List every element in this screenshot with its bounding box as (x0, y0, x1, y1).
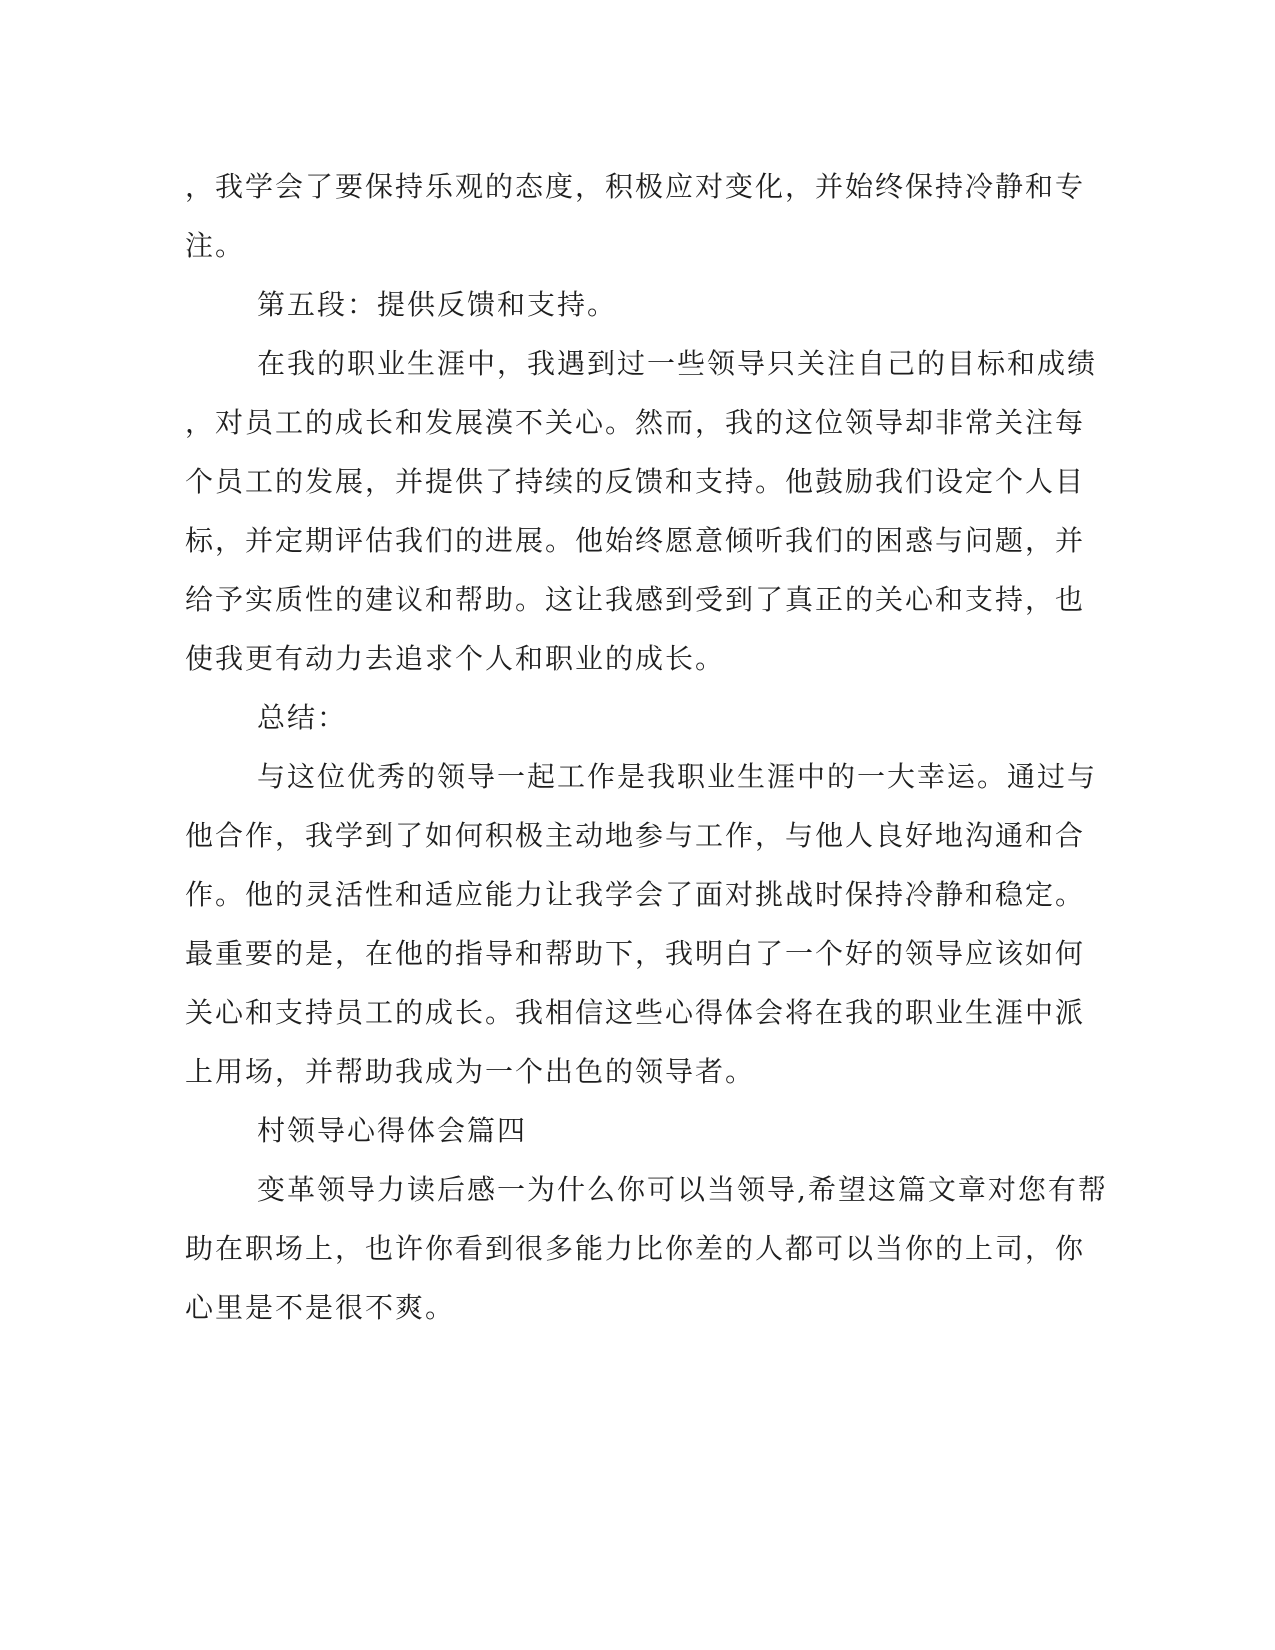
text-line: 关心和支持员工的成长。我相信这些心得体会将在我的职业生涯中派 (185, 996, 1086, 1029)
text-line: 他合作，我学到了如何积极主动地参与工作，与他人良好地沟通和合 (185, 819, 1086, 852)
text-line: 心里是不是很不爽。 (185, 1291, 456, 1324)
section-heading: 村领导心得体会篇四 (257, 1114, 528, 1147)
text-line: 个员工的发展，并提供了持续的反馈和支持。他鼓励我们设定个人目 (185, 465, 1086, 498)
text-line: 标，并定期评估我们的进展。他始终愿意倾听我们的困惑与问题，并 (185, 524, 1086, 557)
text-line: 给予实质性的建议和帮助。这让我感到受到了真正的关心和支持，也 (185, 583, 1086, 616)
document-body (185, 157, 1108, 1337)
text-line: ，对员工的成长和发展漠不关心。然而，我的这位领导却非常关注每 (185, 406, 1086, 439)
text-line: 变革领导力读后感一为什么你可以当领导,希望这篇文章对您有帮 (257, 1173, 1108, 1206)
text-line: ，我学会了要保持乐观的态度，积极应对变化，并始终保持冷静和专 (185, 170, 1086, 203)
text-line: 助在职场上，也许你看到很多能力比你差的人都可以当你的上司，你 (185, 1232, 1086, 1265)
text-line: 与这位优秀的领导一起工作是我职业生涯中的一大幸运。通过与 (257, 760, 1098, 793)
text-line: 上用场，并帮助我成为一个出色的领导者。 (185, 1055, 756, 1088)
text-line: 最重要的是，在他的指导和帮助下，我明白了一个好的领导应该如何 (185, 937, 1086, 970)
text-line: 使我更有动力去追求个人和职业的成长。 (185, 642, 726, 675)
text-line: 注。 (185, 229, 246, 262)
text-line: 作。他的灵活性和适应能力让我学会了面对挑战时保持冷静和稳定。 (185, 878, 1086, 911)
text-line: 在我的职业生涯中，我遇到过一些领导只关注自己的目标和成绩 (257, 347, 1098, 380)
section-heading: 第五段：提供反馈和支持。 (257, 288, 618, 321)
section-heading: 总结： (257, 701, 348, 734)
